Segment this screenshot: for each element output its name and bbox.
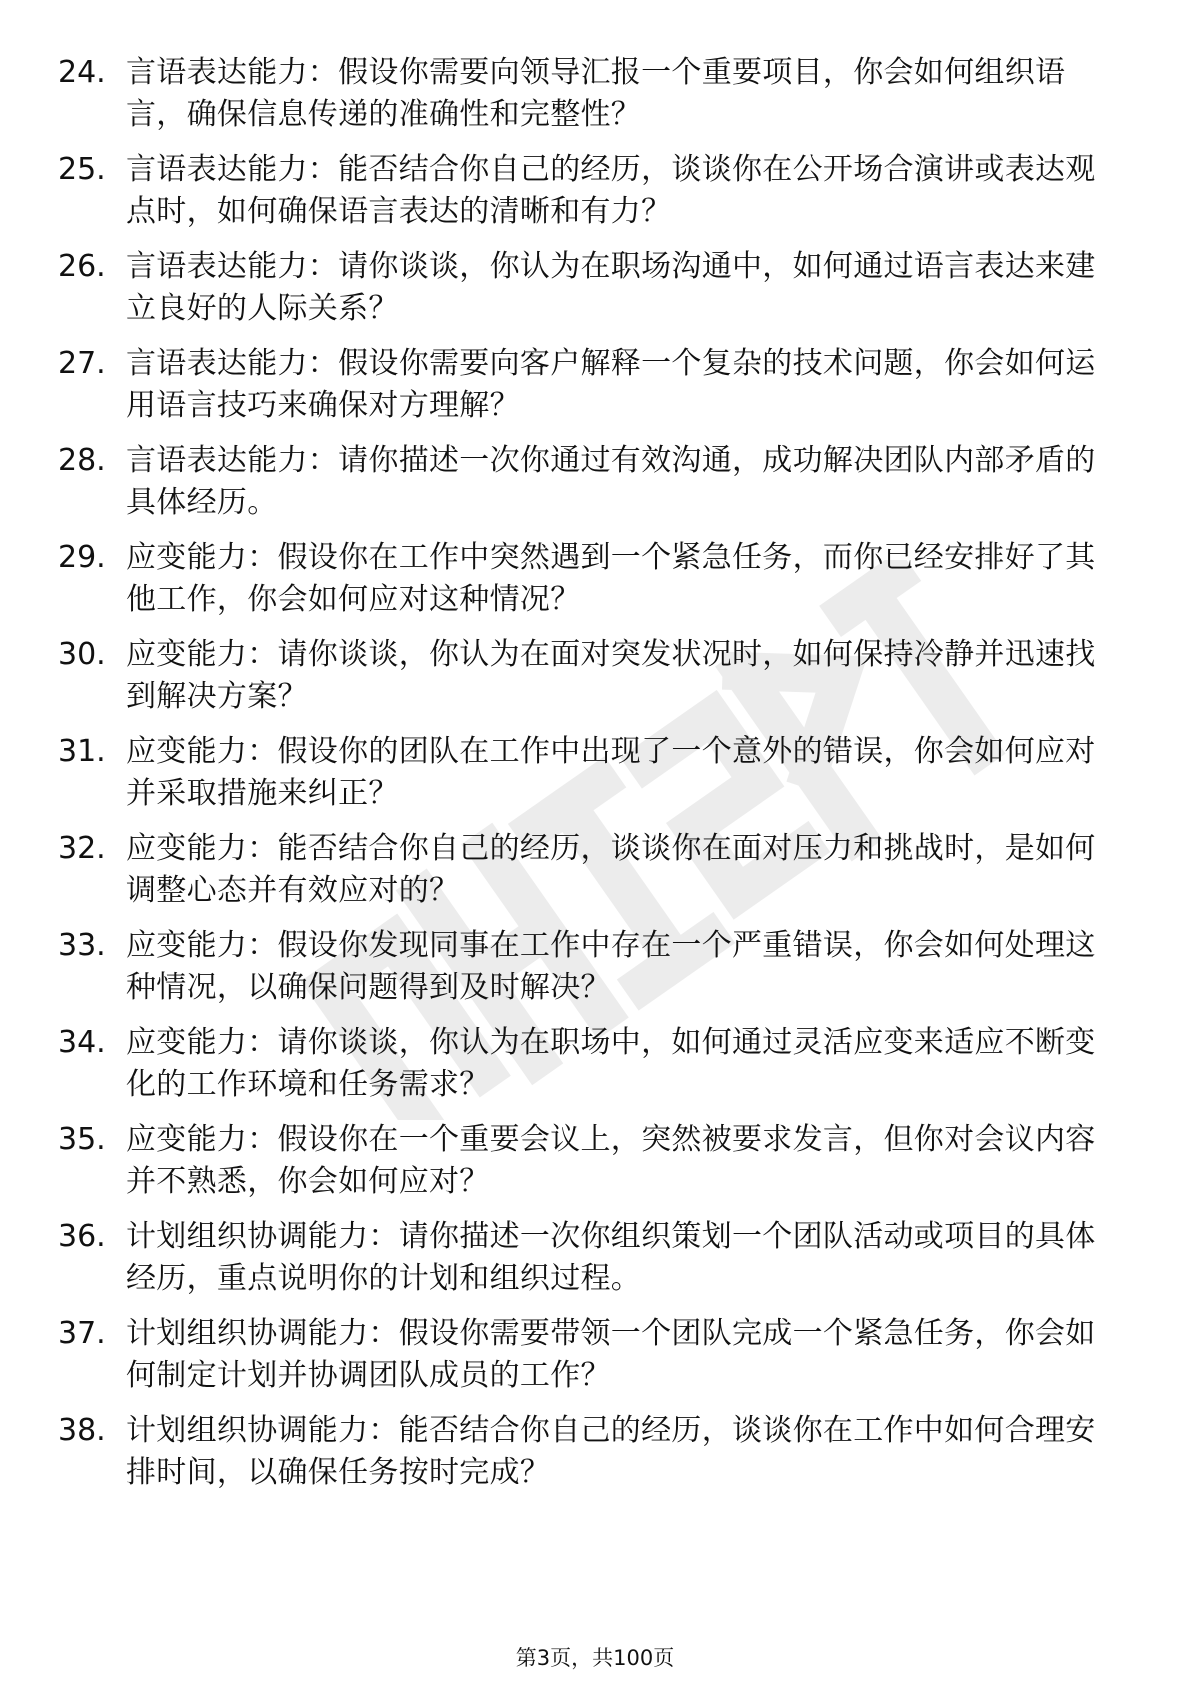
question-number: 38. bbox=[58, 1413, 106, 1448]
question-text: 应变能力：请你谈谈，你认为在职场中，如何通过灵活应变来适应不断变化的工作环境和任务需求？ bbox=[126, 1025, 1096, 1102]
question-text: 言语表达能力：能否结合你自己的经历，谈谈你在公开场合演讲或表达观点时，如何确保语言表达的清晰和有力？ bbox=[126, 152, 1096, 229]
question-number: 29. bbox=[58, 540, 106, 575]
question-number: 34. bbox=[58, 1025, 106, 1060]
question-number: 37. bbox=[58, 1316, 106, 1351]
question-number: 36. bbox=[58, 1219, 106, 1254]
question-text: 计划组织协调能力：假设你需要带领一个团队完成一个紧急任务，你会如何制定计划并协调团队成员的工作？ bbox=[126, 1316, 1096, 1393]
question-number: 24. bbox=[58, 55, 106, 90]
question-text: 应变能力：假设你在工作中突然遇到一个紧急任务，而你已经安排好了其他工作，你会如何应对这种情况？ bbox=[126, 540, 1096, 617]
question-text: 应变能力：假设你的团队在工作中出现了一个意外的错误，你会如何应对并采取措施来纠正？ bbox=[126, 734, 1096, 811]
question-item bbox=[58, 440, 1118, 537]
question-number: 27. bbox=[58, 346, 106, 381]
question-item bbox=[58, 1119, 1118, 1216]
question-number: 35. bbox=[58, 1122, 106, 1157]
question-item bbox=[58, 1022, 1118, 1119]
question-item bbox=[58, 149, 1118, 246]
question-text: 计划组织协调能力：能否结合你自己的经历，谈谈你在工作中如何合理安排时间，以确保任务按时完成？ bbox=[126, 1413, 1096, 1490]
question-text: 应变能力：能否结合你自己的经历，谈谈你在面对压力和挑战时，是如何调整心态并有效应对的？ bbox=[126, 831, 1096, 908]
question-text: 计划组织协调能力：请你描述一次你组织策划一个团队活动或项目的具体经历，重点说明你的计划和组织过程。 bbox=[126, 1219, 1096, 1296]
question-item bbox=[58, 634, 1118, 731]
question-number: 32. bbox=[58, 831, 106, 866]
question-number: 28. bbox=[58, 443, 106, 478]
question-number: 31. bbox=[58, 734, 106, 769]
question-number: 26. bbox=[58, 249, 106, 284]
question-number: 33. bbox=[58, 928, 106, 963]
question-item bbox=[58, 537, 1118, 634]
question-number: 25. bbox=[58, 152, 106, 187]
question-list bbox=[58, 52, 1118, 1507]
question-item bbox=[58, 52, 1118, 149]
question-item bbox=[58, 246, 1118, 343]
question-item bbox=[58, 1216, 1118, 1313]
question-item bbox=[58, 343, 1118, 440]
question-text: 言语表达能力：假设你需要向领导汇报一个重要项目，你会如何组织语言，确保信息传递的准确性和完整性？ bbox=[126, 55, 1066, 132]
question-text: 应变能力：假设你发现同事在工作中存在一个严重错误，你会如何处理这种情况，以确保问题得到及时解决？ bbox=[126, 928, 1096, 1005]
question-item bbox=[58, 1313, 1118, 1410]
page-footer: 第3页，共100页 bbox=[515, 1646, 675, 1670]
question-text: 应变能力：请你谈谈，你认为在面对突发状况时，如何保持冷静并迅速找到解决方案？ bbox=[126, 637, 1096, 714]
question-item bbox=[58, 828, 1118, 925]
question-text: 应变能力：假设你在一个重要会议上，突然被要求发言，但你对会议内容并不熟悉，你会如何应对？ bbox=[126, 1122, 1096, 1199]
question-number: 30. bbox=[58, 637, 106, 672]
question-text: 言语表达能力：请你描述一次你通过有效沟通，成功解决团队内部矛盾的具体经历。 bbox=[126, 443, 1096, 520]
question-text: 言语表达能力：请你谈谈，你认为在职场沟通中，如何通过语言表达来建立良好的人际关系？ bbox=[126, 249, 1096, 326]
question-item bbox=[58, 731, 1118, 828]
question-item bbox=[58, 1410, 1118, 1507]
question-text: 言语表达能力：假设你需要向客户解释一个复杂的技术问题，你会如何运用语言技巧来确保对方理解？ bbox=[126, 346, 1096, 423]
question-item bbox=[58, 925, 1118, 1022]
